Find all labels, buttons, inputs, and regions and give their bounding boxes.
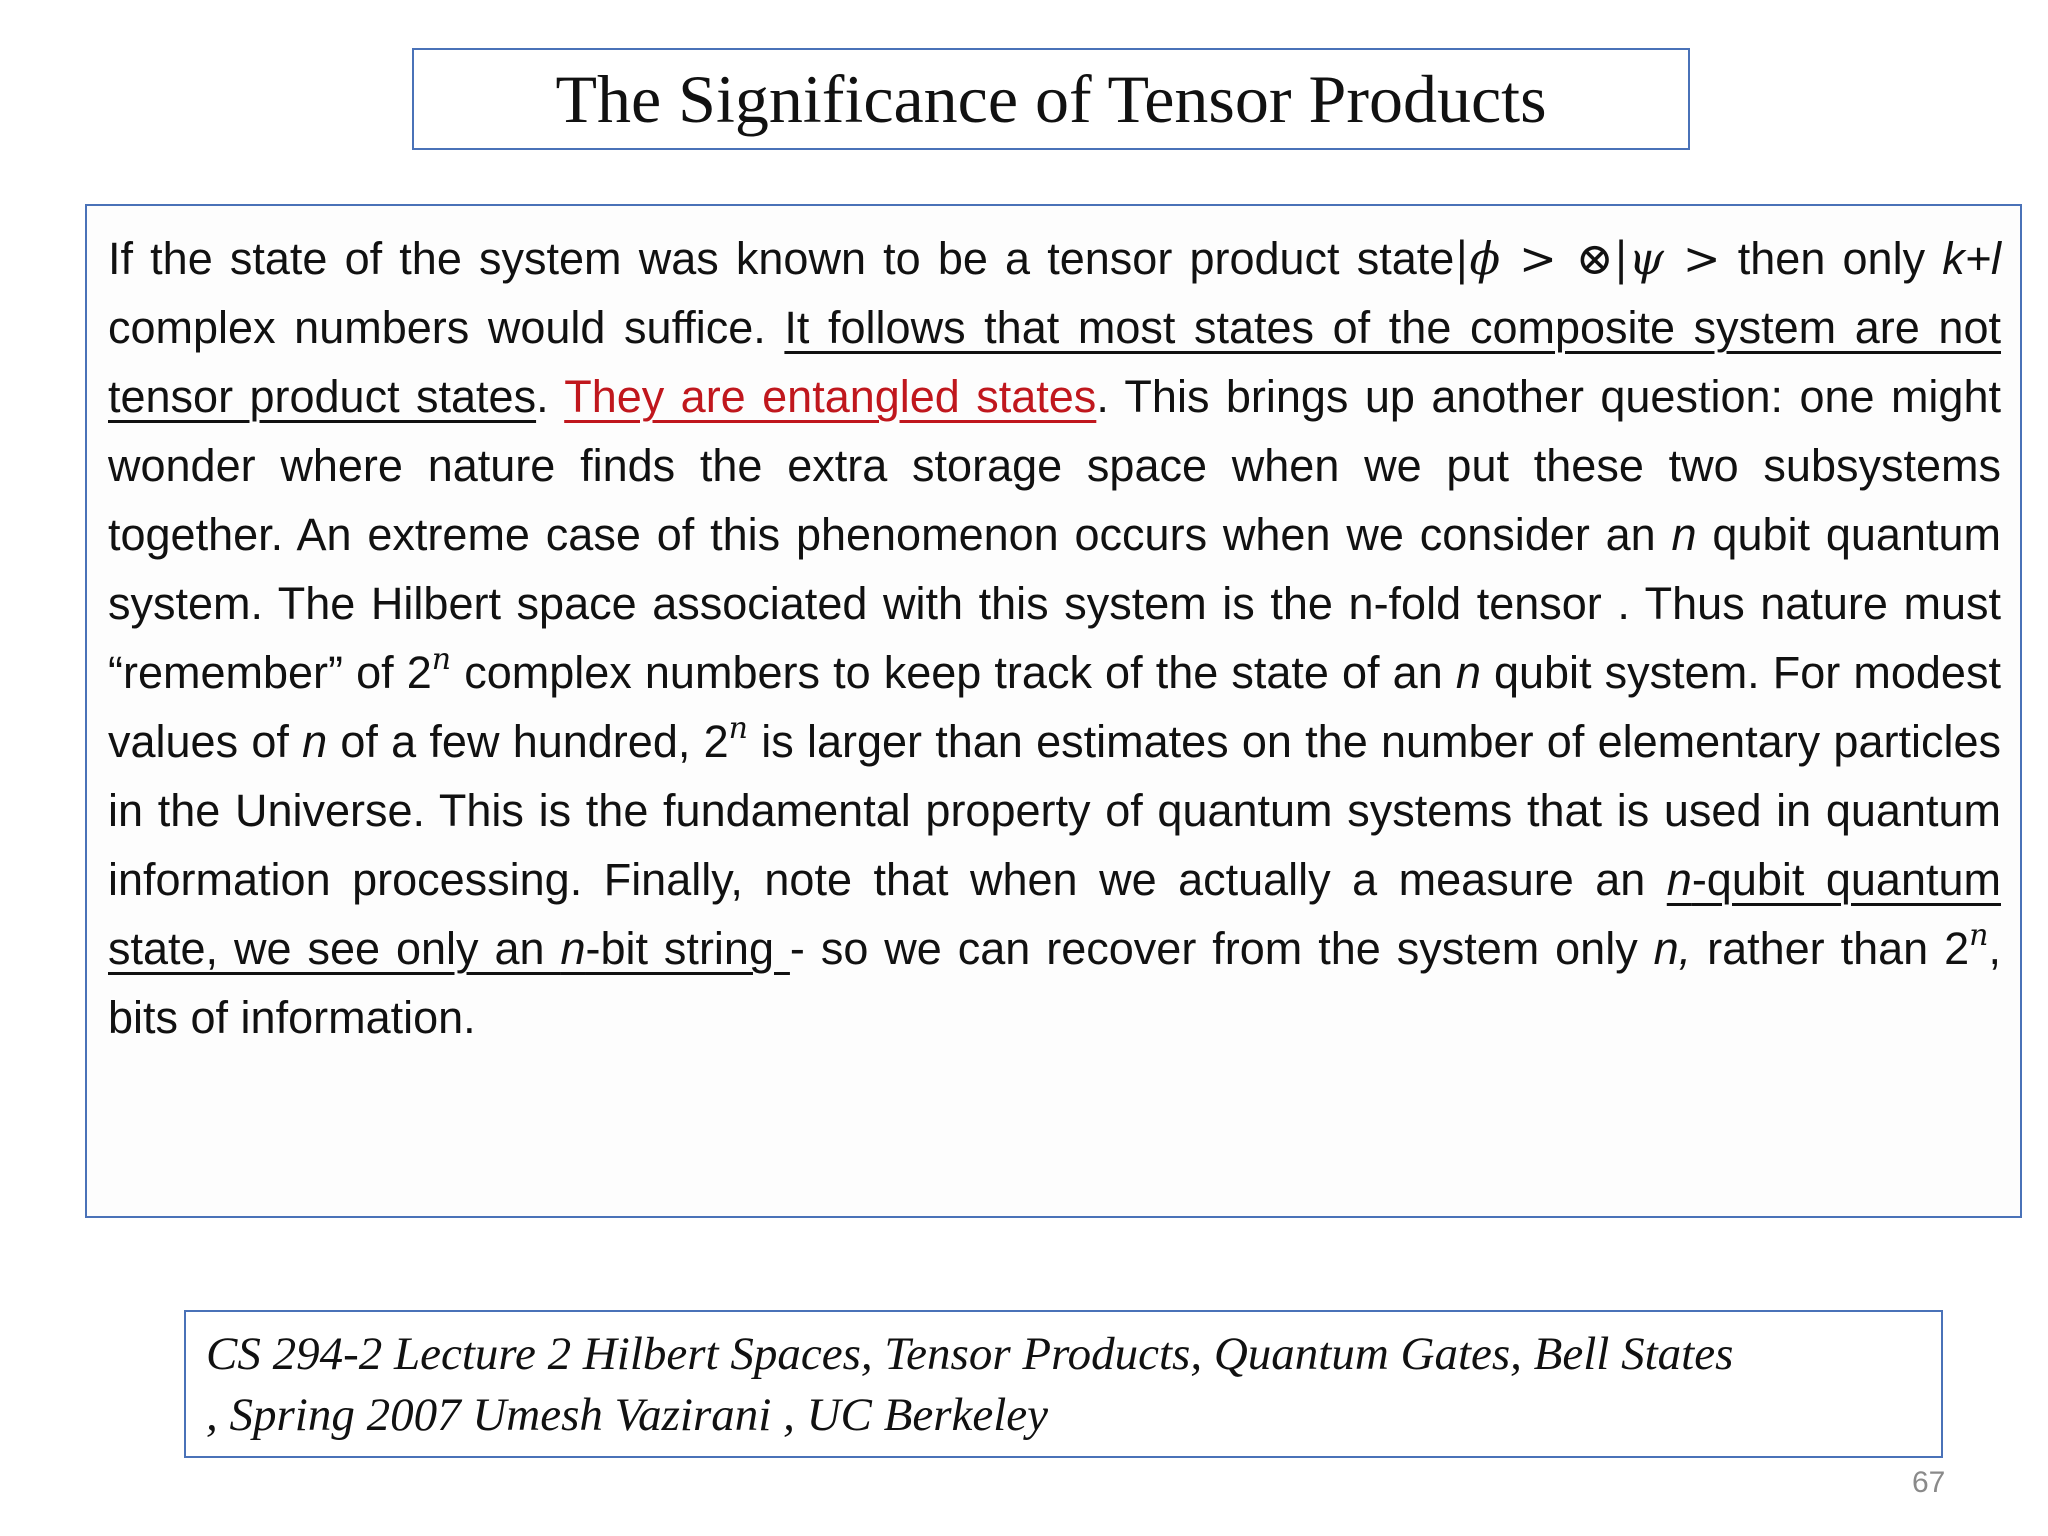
body-text-4: .: [536, 371, 565, 422]
body-text-7: complex numbers to keep track of the state of an: [451, 647, 1456, 698]
variable-n: n,: [1653, 923, 1692, 974]
slide-title: The Significance of Tensor Products: [555, 60, 1547, 137]
underlined-text-a: -qubit quantum state, we see only an: [108, 854, 2001, 974]
tensor-product-state-formula: |ϕ > ⊗|ψ >: [1454, 232, 1721, 285]
underlined-text-b: -bit string: [585, 923, 790, 974]
body-text-8: qubit system. For modest values of: [108, 647, 2001, 767]
variable-n: n: [1666, 854, 1692, 905]
body-text-12: rather than 2: [1691, 923, 1970, 974]
variable-n: n: [1455, 647, 1481, 698]
page-number: 67: [1912, 1466, 1946, 1499]
variable-n: n: [302, 716, 328, 767]
body-paragraph: [108, 224, 2001, 1052]
body-text-2: then only: [1737, 233, 1943, 284]
body-text-10: is larger than estimates on the number of elementary particles in the Universe. This is the fundamental property of quantum systems that is used in quantum information processing. Finally, note that when we actually a measure an: [108, 716, 2001, 905]
body-text-3: complex numbers would suffice.: [108, 302, 785, 353]
variable-n: n: [1671, 509, 1697, 560]
underlined-statement-most-states: It follows that most states of the composite system are not tensor product states: [108, 302, 2001, 422]
body-text-9: of a few hundred, 2: [327, 716, 729, 767]
citation-line-1: CS 294-2 Lecture 2 Hilbert Spaces, Tensor Products, Quantum Gates, Bell States: [206, 1328, 1734, 1380]
body-text-1: If the state of the system was known to be a tensor product state: [108, 233, 1455, 284]
body-text-13: , bits of information.: [108, 923, 2001, 1043]
slide-title-box: [412, 48, 1690, 150]
body-text-11: - so we can recover from the system only: [789, 923, 1654, 974]
content-box: [85, 204, 2022, 1218]
k-plus-l: k+l: [1942, 233, 2002, 284]
citation-text: [206, 1324, 1906, 1446]
body-text-5: . This brings up another question: one might wonder where nature finds the extra storage space when we put these two subsystems together. An extreme case of this phenomenon occurs when we consider an: [108, 371, 2001, 560]
exponent-n: n: [1969, 918, 1989, 953]
entangled-states-highlight: They are entangled states: [564, 371, 1097, 422]
exponent-n: n: [728, 711, 748, 746]
body-text-6: qubit quantum system. The Hilbert space associated with this system is the n-fold tensor . Thus nature must “remember” of 2: [108, 509, 2001, 698]
exponent-n: n: [431, 642, 452, 677]
citation-line-2: , Spring 2007 Umesh Vazirani , UC Berkeley: [206, 1389, 1048, 1441]
variable-n: n: [560, 923, 586, 974]
citation-box: [184, 1310, 1943, 1458]
